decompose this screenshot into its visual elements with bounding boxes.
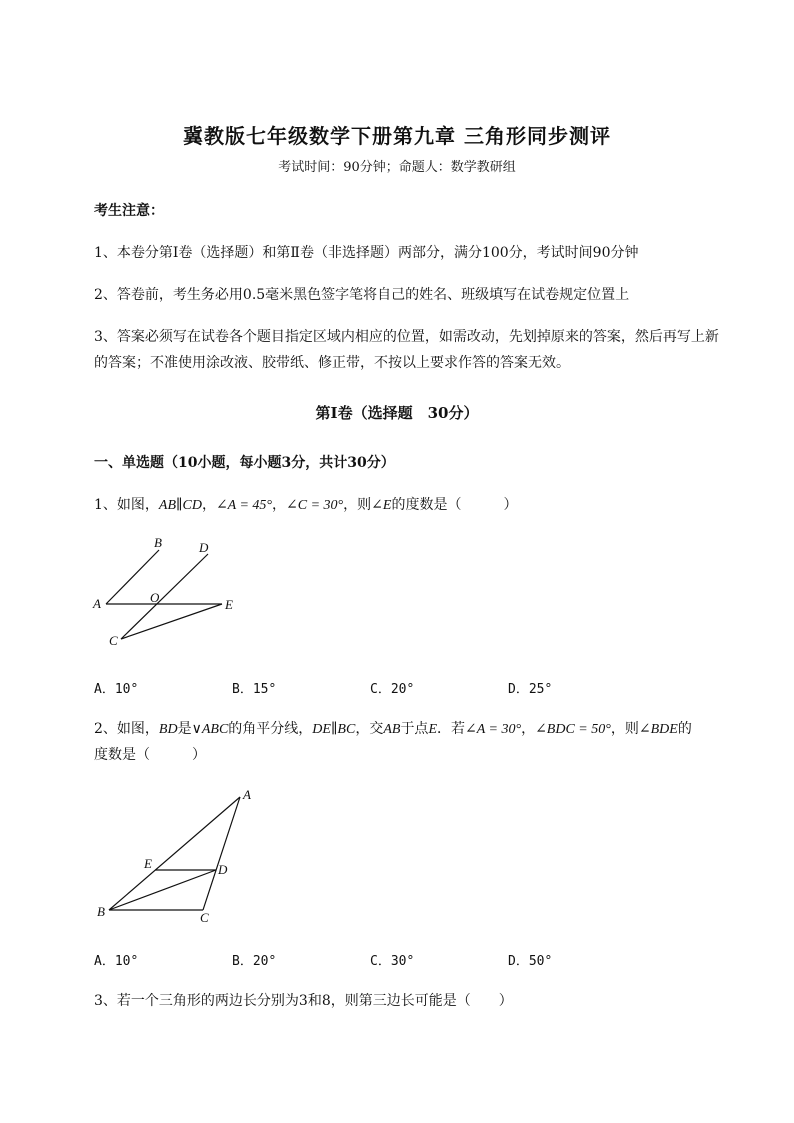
notice-heading: 考生注意： bbox=[94, 203, 164, 219]
q1-prefix: 1、如图， bbox=[94, 497, 159, 513]
label-o: O bbox=[150, 590, 160, 605]
question-1-stem bbox=[94, 494, 517, 514]
question-3-stem: 3、若一个三角形的两边长分别为3和8，则第三边长可能是（ ） bbox=[94, 993, 513, 1009]
q2-text-1: 是 bbox=[177, 721, 192, 737]
q2-ab: AB bbox=[383, 722, 401, 737]
label-c: C bbox=[200, 910, 209, 925]
notice-item-3-line-2: 的答案；不准使用涂改液、胶带纸、修正带，不按以上要求作答的答案无效。 bbox=[94, 355, 570, 371]
question-2-stem-line-2: 度数是（ ） bbox=[94, 747, 206, 763]
q2-text-2: 的角平分线， bbox=[228, 721, 313, 737]
q2-text-4: 于点 bbox=[400, 721, 429, 737]
q2-text-6: ， bbox=[521, 721, 536, 737]
q1-option-a[interactable]: A．10° bbox=[94, 682, 139, 697]
label-b: B bbox=[97, 904, 105, 919]
q1-suffix: 的度数是（ ） bbox=[391, 497, 518, 513]
q1-target-angle: ∠E bbox=[371, 498, 392, 513]
q2-parallel: DE∥BC bbox=[312, 722, 356, 737]
q2-text-3: ，交 bbox=[355, 721, 384, 737]
segment-ba bbox=[109, 797, 240, 910]
segment-bd bbox=[109, 870, 216, 910]
label-b: B bbox=[154, 535, 162, 550]
label-d: D bbox=[199, 540, 209, 555]
page-subtitle: 考试时间：90分钟；命题人：数学教研组 bbox=[278, 160, 516, 175]
page-title: 冀教版七年级数学下册第九章 三角形同步测评 bbox=[183, 124, 611, 148]
q1-condition-parallel: AB∥CD bbox=[158, 498, 202, 513]
section-title: 第I卷（选择题 30分） bbox=[315, 404, 479, 422]
q2-triangle: ∨ABC bbox=[191, 722, 229, 737]
segment-ca bbox=[203, 797, 240, 910]
q1-option-d[interactable]: D．25° bbox=[508, 682, 553, 697]
q2-bd: BD bbox=[158, 722, 178, 737]
q2-option-c[interactable]: C．30° bbox=[370, 954, 415, 969]
label-e: E bbox=[144, 856, 152, 871]
q1-option-c[interactable]: C．20° bbox=[370, 682, 415, 697]
segment-cd bbox=[121, 554, 208, 639]
question-2-figure bbox=[90, 785, 260, 925]
question-2-stem-line-1 bbox=[94, 718, 692, 738]
q2-text-7: ，则 bbox=[610, 721, 639, 737]
notice-item-2: 2、答卷前，考生务必用0.5毫米黑色签字笔将自己的姓名、班级填写在试卷规定位置上 bbox=[94, 287, 630, 303]
label-a: A bbox=[243, 787, 251, 802]
q2-option-d[interactable]: D．50° bbox=[508, 954, 553, 969]
q2-target-angle: ∠BDE bbox=[638, 722, 678, 737]
q2-condition-bdc: ∠BDC = 50° bbox=[535, 722, 611, 737]
label-e: E bbox=[225, 597, 233, 612]
notice-item-3-line-1: 3、答案必须写在试卷各个题目指定区域内相应的位置，如需改动，先划掉原来的答案，然后再写上新 bbox=[94, 329, 719, 345]
q1-condition-angle-a: ∠A = 45° bbox=[215, 498, 273, 513]
q2-prefix: 2、如图， bbox=[94, 721, 159, 737]
notice-item-1: 1、本卷分第I卷（选择题）和第Ⅱ卷（非选择题）两部分，满分100分，考试时间90分钟 bbox=[94, 245, 639, 261]
q1-sep-2: ， bbox=[272, 497, 287, 513]
q1-sep-3: ，则 bbox=[343, 497, 372, 513]
part-heading: 一、单选题（10小题，每小题3分，共计30分） bbox=[94, 455, 395, 471]
q1-option-b[interactable]: B．15° bbox=[232, 682, 277, 697]
q2-option-b[interactable]: B．20° bbox=[232, 954, 277, 969]
q2-option-a[interactable]: A．10° bbox=[94, 954, 139, 969]
segment-ce bbox=[121, 604, 222, 639]
label-c: C bbox=[109, 633, 118, 648]
q2-text-5: ．若 bbox=[437, 721, 465, 737]
question-1-figure bbox=[85, 530, 255, 650]
q2-e: E bbox=[428, 722, 437, 737]
q2-text-8: 的 bbox=[677, 721, 692, 737]
label-a: A bbox=[93, 596, 101, 611]
q2-condition-a: ∠A = 30° bbox=[465, 722, 522, 737]
q1-sep-1: ， bbox=[201, 497, 216, 513]
q1-condition-angle-c: ∠C = 30° bbox=[286, 498, 344, 513]
label-d: D bbox=[218, 862, 228, 877]
